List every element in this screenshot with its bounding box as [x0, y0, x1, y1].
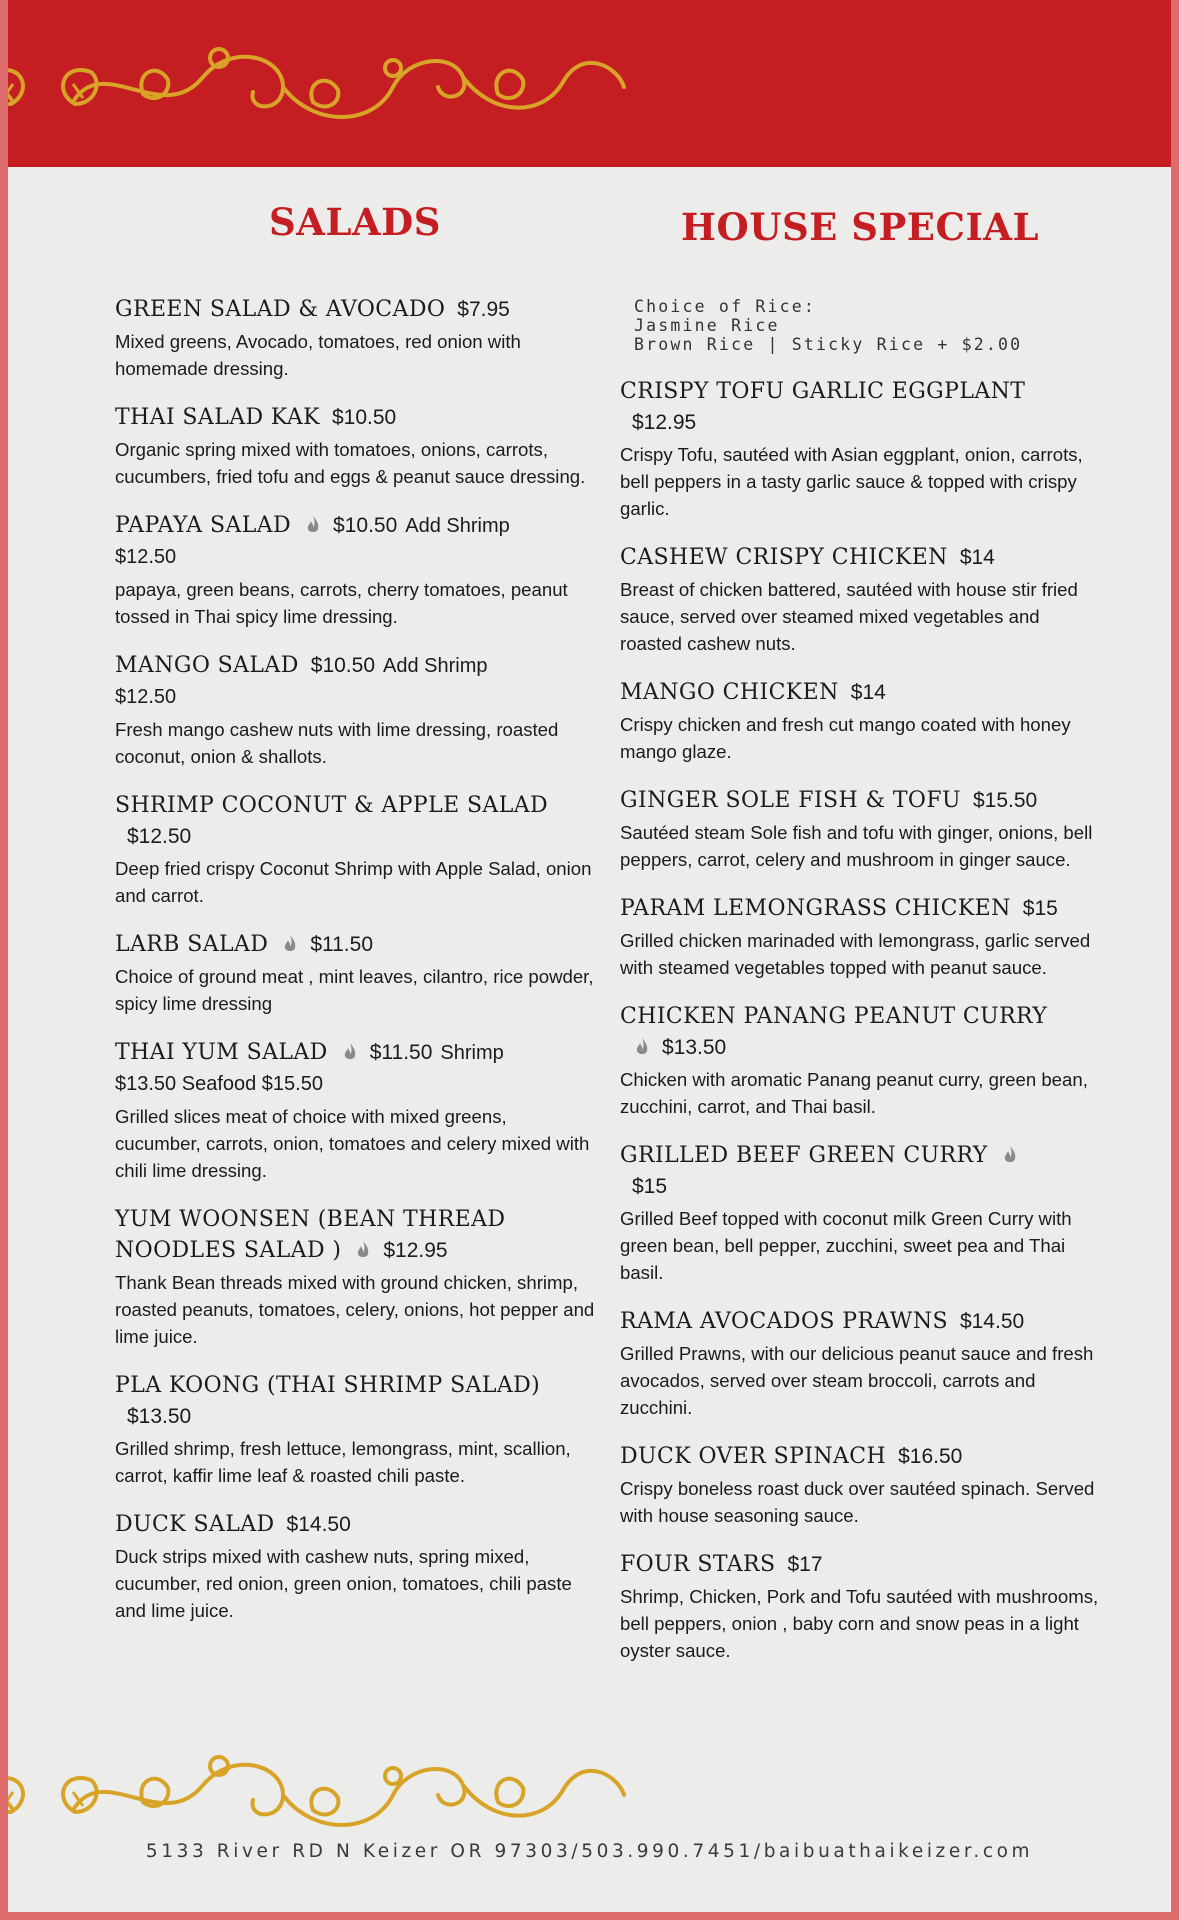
- item-price: $7.95: [457, 298, 510, 321]
- item-name: DUCK SALAD: [115, 1512, 275, 1537]
- menu-item: [620, 677, 1100, 765]
- menu-item: [115, 510, 595, 630]
- item-name: YUM WOONSEN (BEAN THREAD: [115, 1207, 506, 1232]
- item-description: Crispy boneless roast duck over sautéed spinach. Served with house seasoning sauce.: [620, 1478, 1095, 1526]
- item-name: THAI SALAD KAK: [115, 405, 320, 430]
- item-price: $15.50: [972, 789, 1038, 812]
- item-name: CASHEW CRISPY CHICKEN: [620, 545, 948, 570]
- rice-options: [634, 297, 1100, 354]
- item-price: $11.50: [310, 933, 373, 956]
- rice-label: Choice of Rice:: [634, 297, 817, 316]
- item-description: Grilled Beef topped with coconut milk Green Curry with green bean, bell pepper, zucchini, sweet pea and Thai basil.: [620, 1208, 1072, 1283]
- item-description: Grilled slices meat of choice with mixed greens, cucumber, carrots, onion, tomatoes and celery mixed with chili lime dressing.: [115, 1106, 590, 1181]
- menu-item: [115, 402, 595, 490]
- menu-item: [620, 1001, 1100, 1120]
- item-price: $14: [850, 681, 886, 704]
- item-description: Thank Bean threads mixed with ground chicken, shrimp, roasted peanuts, tomatoes, celery, onions, hot pepper and lime juice.: [115, 1272, 595, 1347]
- item-name: CRISPY TOFU GARLIC EGGPLANT: [620, 379, 1026, 404]
- item-name: CHICKEN PANANG PEANUT CURRY: [620, 1004, 1048, 1029]
- item-price: $12.50: [127, 825, 192, 848]
- menu-item: [620, 785, 1100, 873]
- chili-icon: [355, 1240, 371, 1260]
- item-description: Deep fried crispy Coconut Shrimp with Apple Salad, onion and carrot.: [115, 858, 592, 906]
- item-addon-price: $12.50: [115, 686, 177, 708]
- item-name: GRILLED BEEF GREEN CURRY: [620, 1143, 988, 1168]
- item-price: $14.50: [959, 1310, 1025, 1333]
- item-price: $10.50: [333, 514, 398, 537]
- item-description: Choice of ground meat , mint leaves, cilantro, rice powder, spicy lime dressing: [115, 966, 594, 1014]
- item-description: Organic spring mixed with tomatoes, onions, carrots, cucumbers, fried tofu and eggs & peanut sauce dressing.: [115, 439, 586, 487]
- item-price: $11.50: [369, 1041, 433, 1064]
- item-price: $15: [1022, 897, 1058, 920]
- chili-icon: [305, 515, 321, 535]
- rice-option: Brown Rice | Sticky Rice + $2.00: [634, 335, 1023, 354]
- item-name: FOUR STARS: [620, 1552, 776, 1577]
- menu-item: [620, 1140, 1100, 1286]
- menu-page: [8, 0, 1171, 1912]
- menu-item: [620, 376, 1100, 522]
- item-name: THAI YUM SALAD: [115, 1040, 328, 1065]
- menu-item: [115, 790, 595, 909]
- salads-heading: SALADS: [269, 200, 441, 244]
- item-description: Crispy chicken and fresh cut mango coated with honey mango glaze.: [620, 714, 1071, 762]
- house-special-heading: HOUSE SPECIAL: [681, 205, 1039, 249]
- item-addon-price: $13.50 Seafood $15.50: [115, 1073, 323, 1095]
- menu-item: [115, 1509, 595, 1624]
- item-description: Fresh mango cashew nuts with lime dressing, roasted coconut, onion & shallots.: [115, 719, 559, 767]
- item-description: papaya, green beans, carrots, cherry tomatoes, peanut tossed in Thai spicy lime dressing.: [115, 579, 568, 627]
- item-name: PARAM LEMONGRASS CHICKEN: [620, 896, 1011, 921]
- menu-item: [620, 1306, 1100, 1421]
- item-description: Grilled Prawns, with our delicious peanut sauce and fresh avocados, served over steam broccoli, carrots and zucchini.: [620, 1343, 1094, 1418]
- item-price: $12.95: [383, 1239, 448, 1262]
- item-description: Grilled chicken marinaded with lemongrass, garlic served with steamed vegetables topped with peanut sauce.: [620, 930, 1091, 978]
- item-description: Shrimp, Chicken, Pork and Tofu sautéed with mushrooms, bell peppers, onion , baby corn and snow peas in a light oyster sauce.: [620, 1586, 1099, 1661]
- menu-item: [115, 929, 595, 1017]
- item-addon: Add Shrimp: [383, 655, 488, 677]
- vine-ornament-bottom: [8, 1740, 1171, 1850]
- item-description: Chicken with aromatic Panang peanut curry, green bean, zucchini, carrot, and Thai basil.: [620, 1069, 1088, 1117]
- chili-icon: [634, 1037, 650, 1057]
- item-price: $13.50: [662, 1036, 727, 1059]
- menu-item: [620, 1441, 1100, 1529]
- chili-icon: [1002, 1145, 1018, 1165]
- chili-icon: [342, 1042, 358, 1062]
- item-name: PAPAYA SALAD: [115, 513, 292, 538]
- menu-item: [115, 1370, 595, 1489]
- house-special-column: [620, 200, 1100, 1684]
- item-description: Breast of chicken battered, sautéed with house stir fried sauce, served over steamed mixed vegetables and roasted cashew nuts.: [620, 579, 1078, 654]
- item-price: $10.50: [332, 406, 397, 429]
- item-price: $12.95: [632, 411, 697, 434]
- item-price: $16.50: [898, 1445, 963, 1468]
- menu-item: [115, 294, 595, 382]
- vine-ornament-top: [8, 32, 1171, 142]
- item-price: $14.50: [286, 1513, 351, 1536]
- item-name: RAMA AVOCADOS PRAWNS: [620, 1309, 948, 1334]
- item-addon-price: $12.50: [115, 546, 177, 568]
- menu-item: [115, 1204, 595, 1350]
- chili-icon: [282, 934, 298, 954]
- item-name: GREEN SALAD & AVOCADO: [115, 297, 446, 322]
- item-description: Grilled shrimp, fresh lettuce, lemongrass, mint, scallion, carrot, kaffir lime leaf & roasted chili paste.: [115, 1438, 571, 1486]
- menu-item: [620, 1549, 1100, 1664]
- footer-contact: 5133 River RD N Keizer OR 97303/503.990.7451/baibuathaikeizer.com: [145, 1841, 1034, 1862]
- item-name: GINGER SOLE FISH & TOFU: [620, 788, 961, 813]
- item-name: DUCK OVER SPINACH: [620, 1444, 887, 1469]
- rice-option: Jasmine Rice: [634, 316, 780, 335]
- menu-item: [620, 893, 1100, 981]
- item-price: $13.50: [127, 1405, 192, 1428]
- item-name: MANGO SALAD: [115, 653, 299, 678]
- item-addon: Shrimp: [440, 1042, 504, 1064]
- item-description: Mixed greens, Avocado, tomatoes, red onion with homemade dressing.: [115, 331, 521, 379]
- item-price: $14: [959, 546, 995, 569]
- item-addon: Add Shrimp: [405, 515, 510, 537]
- item-name: SHRIMP COCONUT & APPLE SALAD: [115, 793, 549, 818]
- menu-item: [620, 542, 1100, 657]
- item-description: Duck strips mixed with cashew nuts, spring mixed, cucumber, red onion, green onion, tomatoes, chili paste and lime juice.: [115, 1546, 572, 1621]
- item-name-cont: NOODLES SALAD ): [115, 1238, 342, 1263]
- menu-item: [115, 650, 595, 770]
- item-name: LARB SALAD: [115, 932, 269, 957]
- item-description: Crispy Tofu, sautéed with Asian eggplant, onion, carrots, bell peppers in a tasty garlic sauce & topped with crispy garlic.: [620, 444, 1083, 519]
- salads-column: [115, 200, 595, 1644]
- item-price: $17: [787, 1553, 823, 1576]
- item-name: MANGO CHICKEN: [620, 680, 839, 705]
- item-price: $10.50: [310, 654, 375, 677]
- item-price: $15: [632, 1175, 668, 1198]
- item-name: PLA KOONG (THAI SHRIMP SALAD): [115, 1373, 541, 1398]
- menu-item: [115, 1037, 595, 1184]
- item-description: Sautéed steam Sole fish and tofu with ginger, onions, bell peppers, carrot, celery and mushroom in ginger sauce.: [620, 822, 1093, 870]
